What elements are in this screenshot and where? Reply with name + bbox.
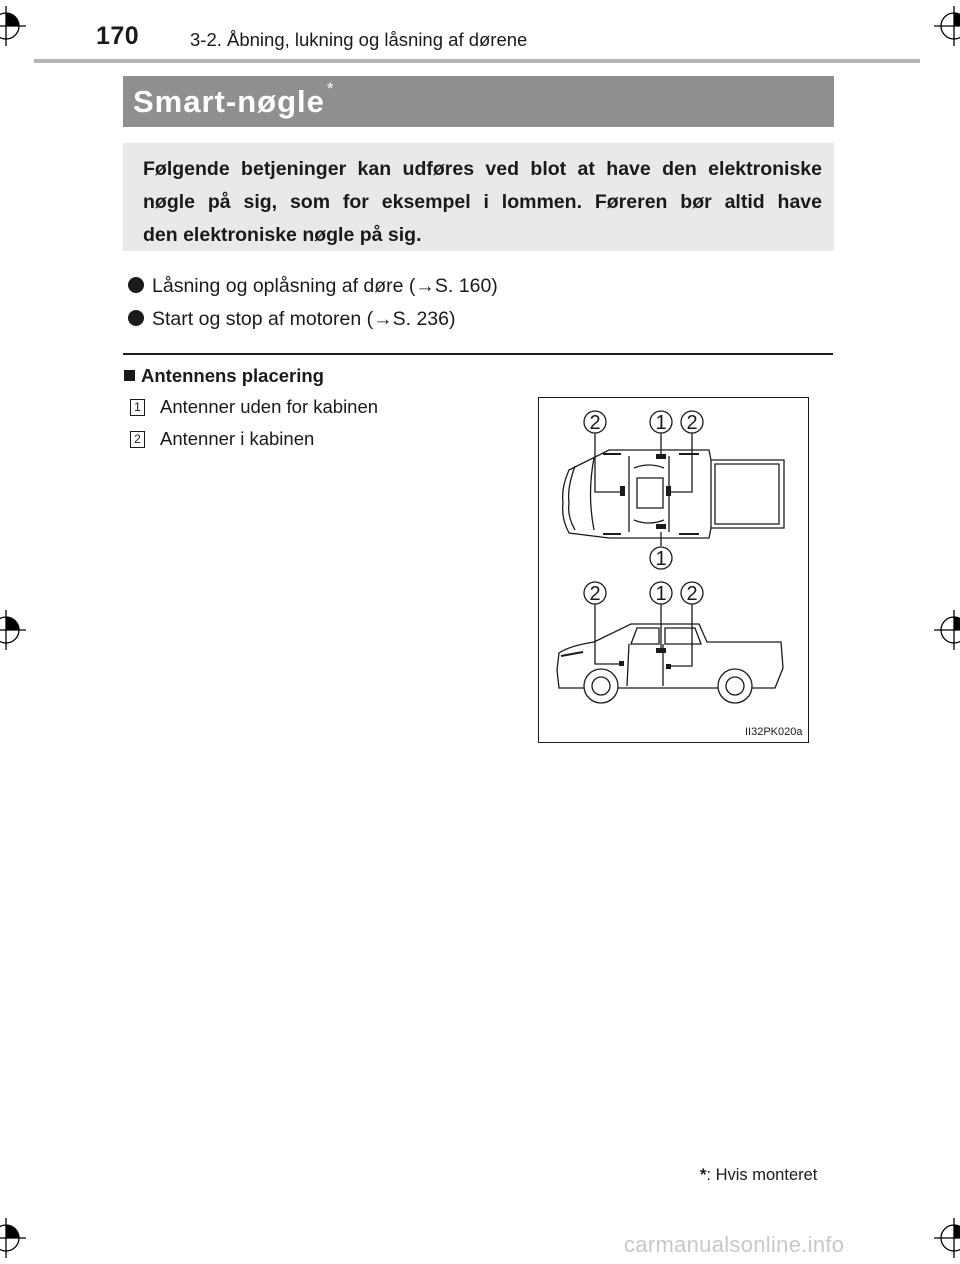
legend-label: Antenner i kabinen	[160, 428, 315, 449]
page-reference-link[interactable]: S. 236)	[392, 308, 456, 330]
svg-text:2: 2	[589, 412, 601, 434]
antenna-location-figure	[538, 397, 809, 743]
legend-item	[130, 428, 314, 450]
bullet-icon	[128, 310, 144, 326]
intro-line: nøgle på sig, som for eksempel i lommen. Føreren bør altid have	[143, 191, 822, 213]
intro-box	[123, 143, 834, 251]
callout-marker	[681, 582, 703, 605]
callout-marker	[681, 411, 703, 434]
registration-mark-icon	[0, 1218, 26, 1258]
registration-mark-icon	[934, 610, 960, 650]
section-path: 3-2. Åbning, lukning og låsning af dørene	[190, 29, 528, 50]
bullet-text: Låsning og oplåsning af døre (	[152, 275, 416, 297]
registration-mark-icon	[934, 6, 960, 46]
arrow-icon: →	[415, 275, 435, 297]
optional-marker: *	[326, 79, 335, 98]
callout-marker	[584, 582, 606, 605]
vehicle-top-view	[563, 450, 784, 538]
callout-marker	[650, 547, 672, 570]
section-title-bar	[123, 76, 834, 127]
square-bullet-icon	[124, 370, 135, 381]
footnote-marker: *	[700, 1166, 707, 1184]
svg-text:1: 1	[655, 412, 667, 434]
svg-text:2: 2	[686, 412, 698, 434]
registration-mark-icon	[0, 6, 26, 46]
legend-number: 2	[130, 431, 145, 448]
svg-text:1: 1	[655, 583, 667, 605]
legend-label: Antenner uden for kabinen	[160, 396, 379, 417]
vehicle-side-view	[557, 624, 783, 703]
header-divider	[34, 59, 920, 63]
section-title: Smart-nøgle	[133, 84, 325, 119]
arrow-icon: →	[373, 308, 393, 330]
svg-text:2: 2	[589, 583, 601, 605]
subsection-heading-text: Antennens placering	[141, 365, 324, 386]
bullet-text: Start og stop af motoren (	[152, 308, 374, 330]
figure-code: II32PK020a	[745, 726, 803, 738]
bullet-item	[128, 275, 498, 298]
subsection-heading	[124, 365, 324, 387]
callout-marker	[650, 582, 672, 605]
vehicle-diagram	[539, 398, 808, 742]
footnote	[700, 1166, 817, 1185]
intro-line: den elektroniske nøgle på sig.	[143, 224, 422, 246]
watermark: carmanualsonline.info	[624, 1232, 845, 1257]
bullet-icon	[128, 277, 144, 293]
registration-mark-icon	[934, 1218, 960, 1258]
svg-text:1: 1	[655, 548, 667, 570]
section-divider	[123, 353, 833, 355]
page-number: 170	[96, 22, 140, 50]
page-reference-link[interactable]: S. 160)	[434, 275, 498, 297]
callout-marker	[650, 411, 672, 434]
callout-marker	[584, 411, 606, 434]
svg-text:2: 2	[686, 583, 698, 605]
footnote-text: : Hvis monteret	[706, 1166, 818, 1184]
bullet-item	[128, 308, 455, 331]
legend-item	[130, 396, 378, 418]
intro-line: Følgende betjeninger kan udføres ved blot at have den elektroniske	[143, 158, 822, 180]
legend-number: 1	[130, 399, 145, 416]
registration-mark-icon	[0, 610, 26, 650]
